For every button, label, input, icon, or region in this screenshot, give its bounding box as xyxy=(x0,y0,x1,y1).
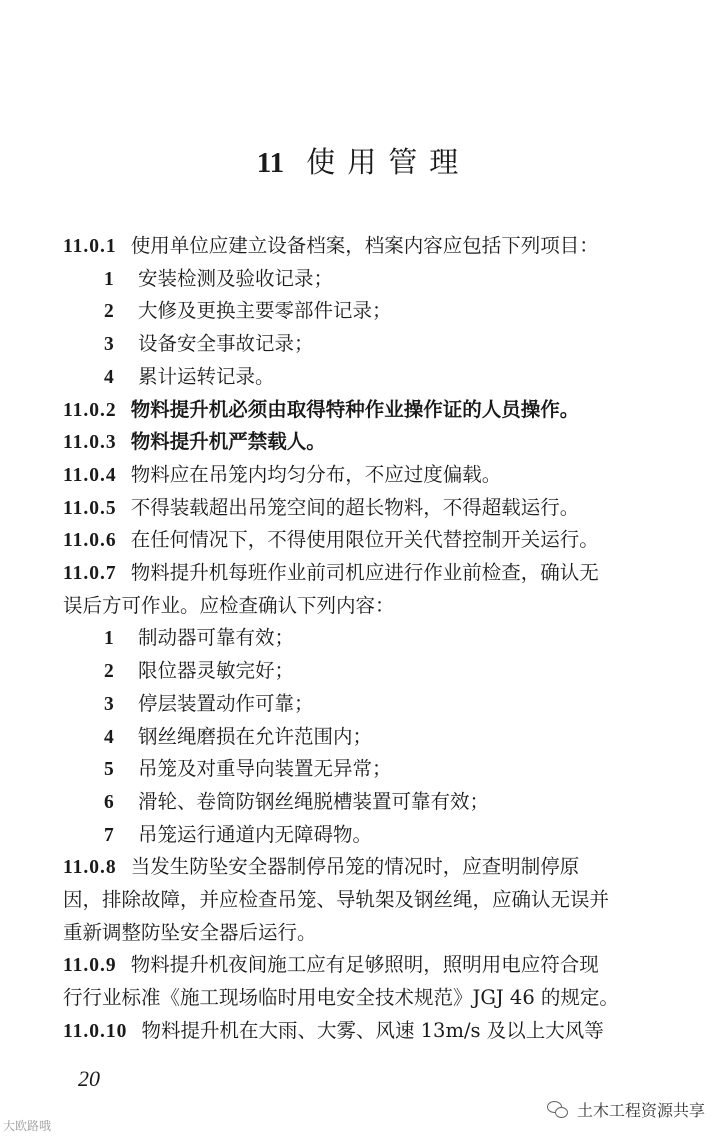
watermark-right xyxy=(547,1098,705,1121)
list-item-text: 累计运转记录。 xyxy=(138,364,275,388)
clause-text: 使用单位应建立设备档案，档案内容应包括下列项目： xyxy=(130,234,599,257)
list-item xyxy=(104,266,724,293)
clause-number: 11.0.9 xyxy=(63,955,117,977)
list-item-number: 2 xyxy=(104,301,114,323)
clause-line xyxy=(63,1018,683,1045)
clause-text: 物料提升机夜间施工应有足够照明，照明用电应符合现 xyxy=(130,953,599,977)
list-item-number: 4 xyxy=(104,366,114,388)
clause-line xyxy=(63,429,683,456)
list-item xyxy=(104,658,724,685)
clause-number: 11.0.10 xyxy=(63,1020,128,1042)
chapter-title xyxy=(0,140,727,181)
clause-line xyxy=(63,952,683,979)
continuation-line: 重新调整防坠安全器后运行。 xyxy=(63,920,317,944)
list-item xyxy=(104,724,724,751)
clause-line xyxy=(63,495,683,522)
clause-line xyxy=(63,854,683,881)
list-item-text: 安装检测及验收记录； xyxy=(138,266,334,290)
clause-text: 物料提升机在大雨、大雾、风速 13m/s 及以上大风等 xyxy=(141,1018,604,1042)
list-item-text: 设备安全事故记录； xyxy=(138,332,314,356)
list-item-number: 3 xyxy=(104,334,114,356)
clause-number: 11.0.8 xyxy=(63,857,117,879)
clause-line xyxy=(63,233,683,260)
clause-line xyxy=(63,560,683,587)
clause-line xyxy=(63,462,683,489)
clause-text: 物料提升机必须由取得特种作业操作证的人员操作。 xyxy=(130,397,580,421)
watermark-right-text: 土木工程资源共享 xyxy=(576,1101,705,1120)
list-item xyxy=(104,625,724,652)
list-item xyxy=(104,789,724,816)
clause-text: 物料应在吊笼内均匀分布，不应过度偏载。 xyxy=(130,462,502,486)
list-item xyxy=(104,756,724,783)
clause-number: 11.0.5 xyxy=(63,497,117,519)
list-item xyxy=(104,364,724,391)
list-item xyxy=(104,298,724,325)
list-item xyxy=(104,691,724,718)
clause-text: 当发生防坠安全器制停吊笼的情况时，应查明制停原 xyxy=(130,855,580,879)
clause-number: 11.0.4 xyxy=(63,464,117,486)
wechat-icon xyxy=(547,1101,569,1118)
list-item-text: 吊笼运行通道内无障碍物。 xyxy=(138,822,373,846)
clause-line xyxy=(63,397,683,424)
clause-text: 物料提升机严禁载人。 xyxy=(130,430,326,454)
clause-line xyxy=(63,527,683,554)
clause-number: 11.0.6 xyxy=(63,530,117,552)
clause-text: 物料提升机每班作业前司机应进行作业前检查，确认无 xyxy=(130,561,599,584)
clause-number: 11.0.7 xyxy=(63,563,117,584)
page-number: 20 xyxy=(78,1066,100,1091)
list-item-text: 钢丝绳磨损在允许范围内； xyxy=(138,724,373,748)
list-item-text: 大修及更换主要零部件记录； xyxy=(138,299,392,323)
list-item-number: 3 xyxy=(104,693,114,715)
list-item-number: 7 xyxy=(104,824,114,846)
continuation-line: 行行业标准《施工现场临时用电安全技术规范》JGJ 46 的规定。 xyxy=(63,986,619,1010)
watermark-left: 大欧路哦 xyxy=(3,1119,52,1133)
continuation-line: 误后方可作业。应检查确认下列内容： xyxy=(63,593,395,617)
list-item-text: 制动器可靠有效； xyxy=(138,626,295,650)
list-item-text: 吊笼及对重导向装置无异常； xyxy=(138,757,392,781)
clause-number: 11.0.3 xyxy=(63,432,117,454)
chapter-number: 11 xyxy=(256,147,285,179)
clause-number: 11.0.2 xyxy=(63,399,117,421)
list-item-number: 6 xyxy=(104,791,114,813)
continuation-line: 因，排除故障，并应检查吊笼、导轨架及钢丝绳，应确认无误并 xyxy=(63,888,610,911)
clause-text: 不得装载超出吊笼空间的超长物料，不得超载运行。 xyxy=(130,495,580,519)
list-item-number: 1 xyxy=(104,268,114,290)
list-item-number: 2 xyxy=(104,661,114,683)
list-item-number: 4 xyxy=(104,726,114,748)
list-item-text: 限位器灵敏完好； xyxy=(138,659,295,683)
list-item-number: 1 xyxy=(104,628,114,650)
chapter-title-text: 使用管理 xyxy=(306,145,471,179)
list-item-text: 滑轮、卷筒防钢丝绳脱槽装置可靠有效； xyxy=(138,789,490,813)
list-item-number: 5 xyxy=(104,759,114,781)
list-item-text: 停层装置动作可靠； xyxy=(138,691,314,715)
clause-number: 11.0.1 xyxy=(63,236,117,257)
list-item xyxy=(104,331,724,358)
clause-text: 在任何情况下，不得使用限位开关代替控制开关运行。 xyxy=(130,528,599,552)
list-item xyxy=(104,822,724,849)
